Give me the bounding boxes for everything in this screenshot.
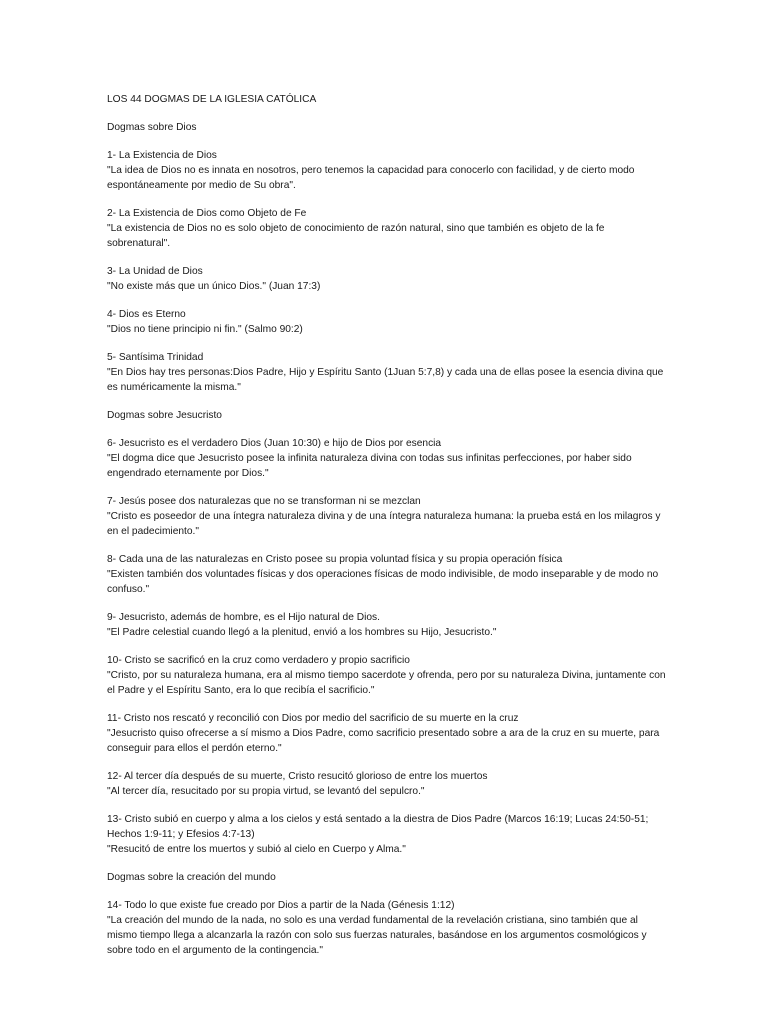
dogma-item — [107, 206, 667, 251]
dogma-quote: "El dogma dice que Jesucristo posee la infinita naturaleza divina con todas sus infinitas perfecciones, por haber sido engendrado eternamente por Dios." — [107, 453, 632, 479]
dogma-item — [107, 812, 667, 857]
dogma-title: 8- Cada una de las naturalezas en Cristo posee su propia voluntad física y su propia operación física — [107, 554, 563, 565]
dogma-item — [107, 653, 667, 698]
dogma-item — [107, 148, 667, 193]
dogma-quote: "Jesucristo quiso ofrecerse a sí mismo a Dios Padre, como sacrificio presentado sobre a ara de la cruz en su muerte, para conseguir para ellos el perdón eterno." — [107, 728, 660, 754]
dogma-title: 3- La Unidad de Dios — [107, 266, 203, 277]
dogma-quote: "La creación del mundo de la nada, no solo es una verdad fundamental de la revelación cristiana, sino también que al mismo tiempo llega a alcanzarla la razón con solo sus fuerzas naturales, basándose en los argumentos cosmológicos y sobre todo en el argumento de la contingencia." — [107, 915, 647, 956]
dogma-quote: "La idea de Dios no es innata en nosotros, pero tenemos la capacidad para conocerlo con facilidad, y de cierto modo espontáneamente por medio de Su obra". — [107, 165, 635, 191]
dogma-quote: "Dios no tiene principio ni fin." (Salmo 90:2) — [107, 324, 303, 335]
dogma-item — [107, 898, 667, 958]
section-heading: Dogmas sobre Dios — [107, 122, 197, 133]
dogma-title: 1- La Existencia de Dios — [107, 150, 217, 161]
dogma-item — [107, 436, 667, 481]
dogma-title: 9- Jesucristo, además de hombre, es el Hijo natural de Dios. — [107, 612, 380, 623]
dogma-quote: "Cristo es poseedor de una íntegra naturaleza divina y de una íntegra naturaleza humana: la prueba está en los milagros y en el padecimiento." — [107, 511, 661, 537]
dogma-item — [107, 711, 667, 756]
dogma-title: 14- Todo lo que existe fue creado por Dios a partir de la Nada (Génesis 1:12) — [107, 900, 455, 911]
dogma-item — [107, 769, 667, 799]
dogma-item — [107, 552, 667, 597]
dogma-quote: "Resucitó de entre los muertos y subió al cielo en Cuerpo y Alma." — [107, 844, 406, 855]
dogma-quote: "La existencia de Dios no es solo objeto de conocimiento de razón natural, sino que también es objeto de la fe sobrenatural". — [107, 223, 605, 249]
dogma-item — [107, 610, 667, 640]
dogma-title: 6- Jesucristo es el verdadero Dios (Juan 10:30) e hijo de Dios por esencia — [107, 438, 442, 449]
section-dogmas-jesucristo — [107, 408, 667, 857]
dogma-item — [107, 264, 667, 294]
dogma-quote: "En Dios hay tres personas:Dios Padre, Hijo y Espíritu Santo (1Juan 5:7,8) y cada una de ellas posee la esencia divina que es numéricamente la misma." — [107, 367, 664, 393]
section-dogmas-creacion — [107, 870, 667, 958]
dogma-item — [107, 494, 667, 539]
section-heading: Dogmas sobre Jesucristo — [107, 410, 222, 421]
dogma-title: 11- Cristo nos rescató y reconcilió con Dios por medio del sacrificio de su muerte en la cruz — [107, 713, 519, 724]
dogma-title: 12- Al tercer día después de su muerte, Cristo resucitó glorioso de entre los muertos — [107, 771, 488, 782]
dogma-title: 2- La Existencia de Dios como Objeto de Fe — [107, 208, 307, 219]
document-page — [107, 92, 667, 971]
dogma-title: 7- Jesús posee dos naturalezas que no se transforman ni se mezclan — [107, 496, 421, 507]
dogma-title: 5- Santísima Trinidad — [107, 352, 204, 363]
dogma-title: 4- Dios es Eterno — [107, 309, 186, 320]
dogma-title: 13- Cristo subió en cuerpo y alma a los cielos y está sentado a la diestra de Dios Padre (Marcos 16:19; Lucas 24:50-51; Hechos 1:9-11; y Efesios 4:7-13) — [107, 814, 649, 840]
dogma-title: 10- Cristo se sacrificó en la cruz como verdadero y propio sacrificio — [107, 655, 410, 666]
section-dogmas-dios — [107, 120, 667, 395]
dogma-item — [107, 350, 667, 395]
document-title: LOS 44 DOGMAS DE LA IGLESIA CATÓLICA — [107, 94, 317, 105]
dogma-quote: "El Padre celestial cuando llegó a la plenitud, envió a los hombres su Hijo, Jesucristo." — [107, 627, 497, 638]
dogma-quote: "Al tercer día, resucitado por su propia virtud, se levantó del sepulcro." — [107, 786, 425, 797]
section-heading: Dogmas sobre la creación del mundo — [107, 872, 276, 883]
dogma-quote: "No existe más que un único Dios." (Juan 17:3) — [107, 281, 321, 292]
dogma-quote: "Cristo, por su naturaleza humana, era al mismo tiempo sacerdote y ofrenda, pero por su naturaleza Divina, juntamente con el Padre y el Espíritu Santo, era lo que recibía el sacrificio." — [107, 670, 666, 696]
dogma-quote: "Existen también dos voluntades físicas y dos operaciones físicas de modo indivisible, de modo inseparable y de modo no confuso." — [107, 569, 659, 595]
dogma-item — [107, 307, 667, 337]
